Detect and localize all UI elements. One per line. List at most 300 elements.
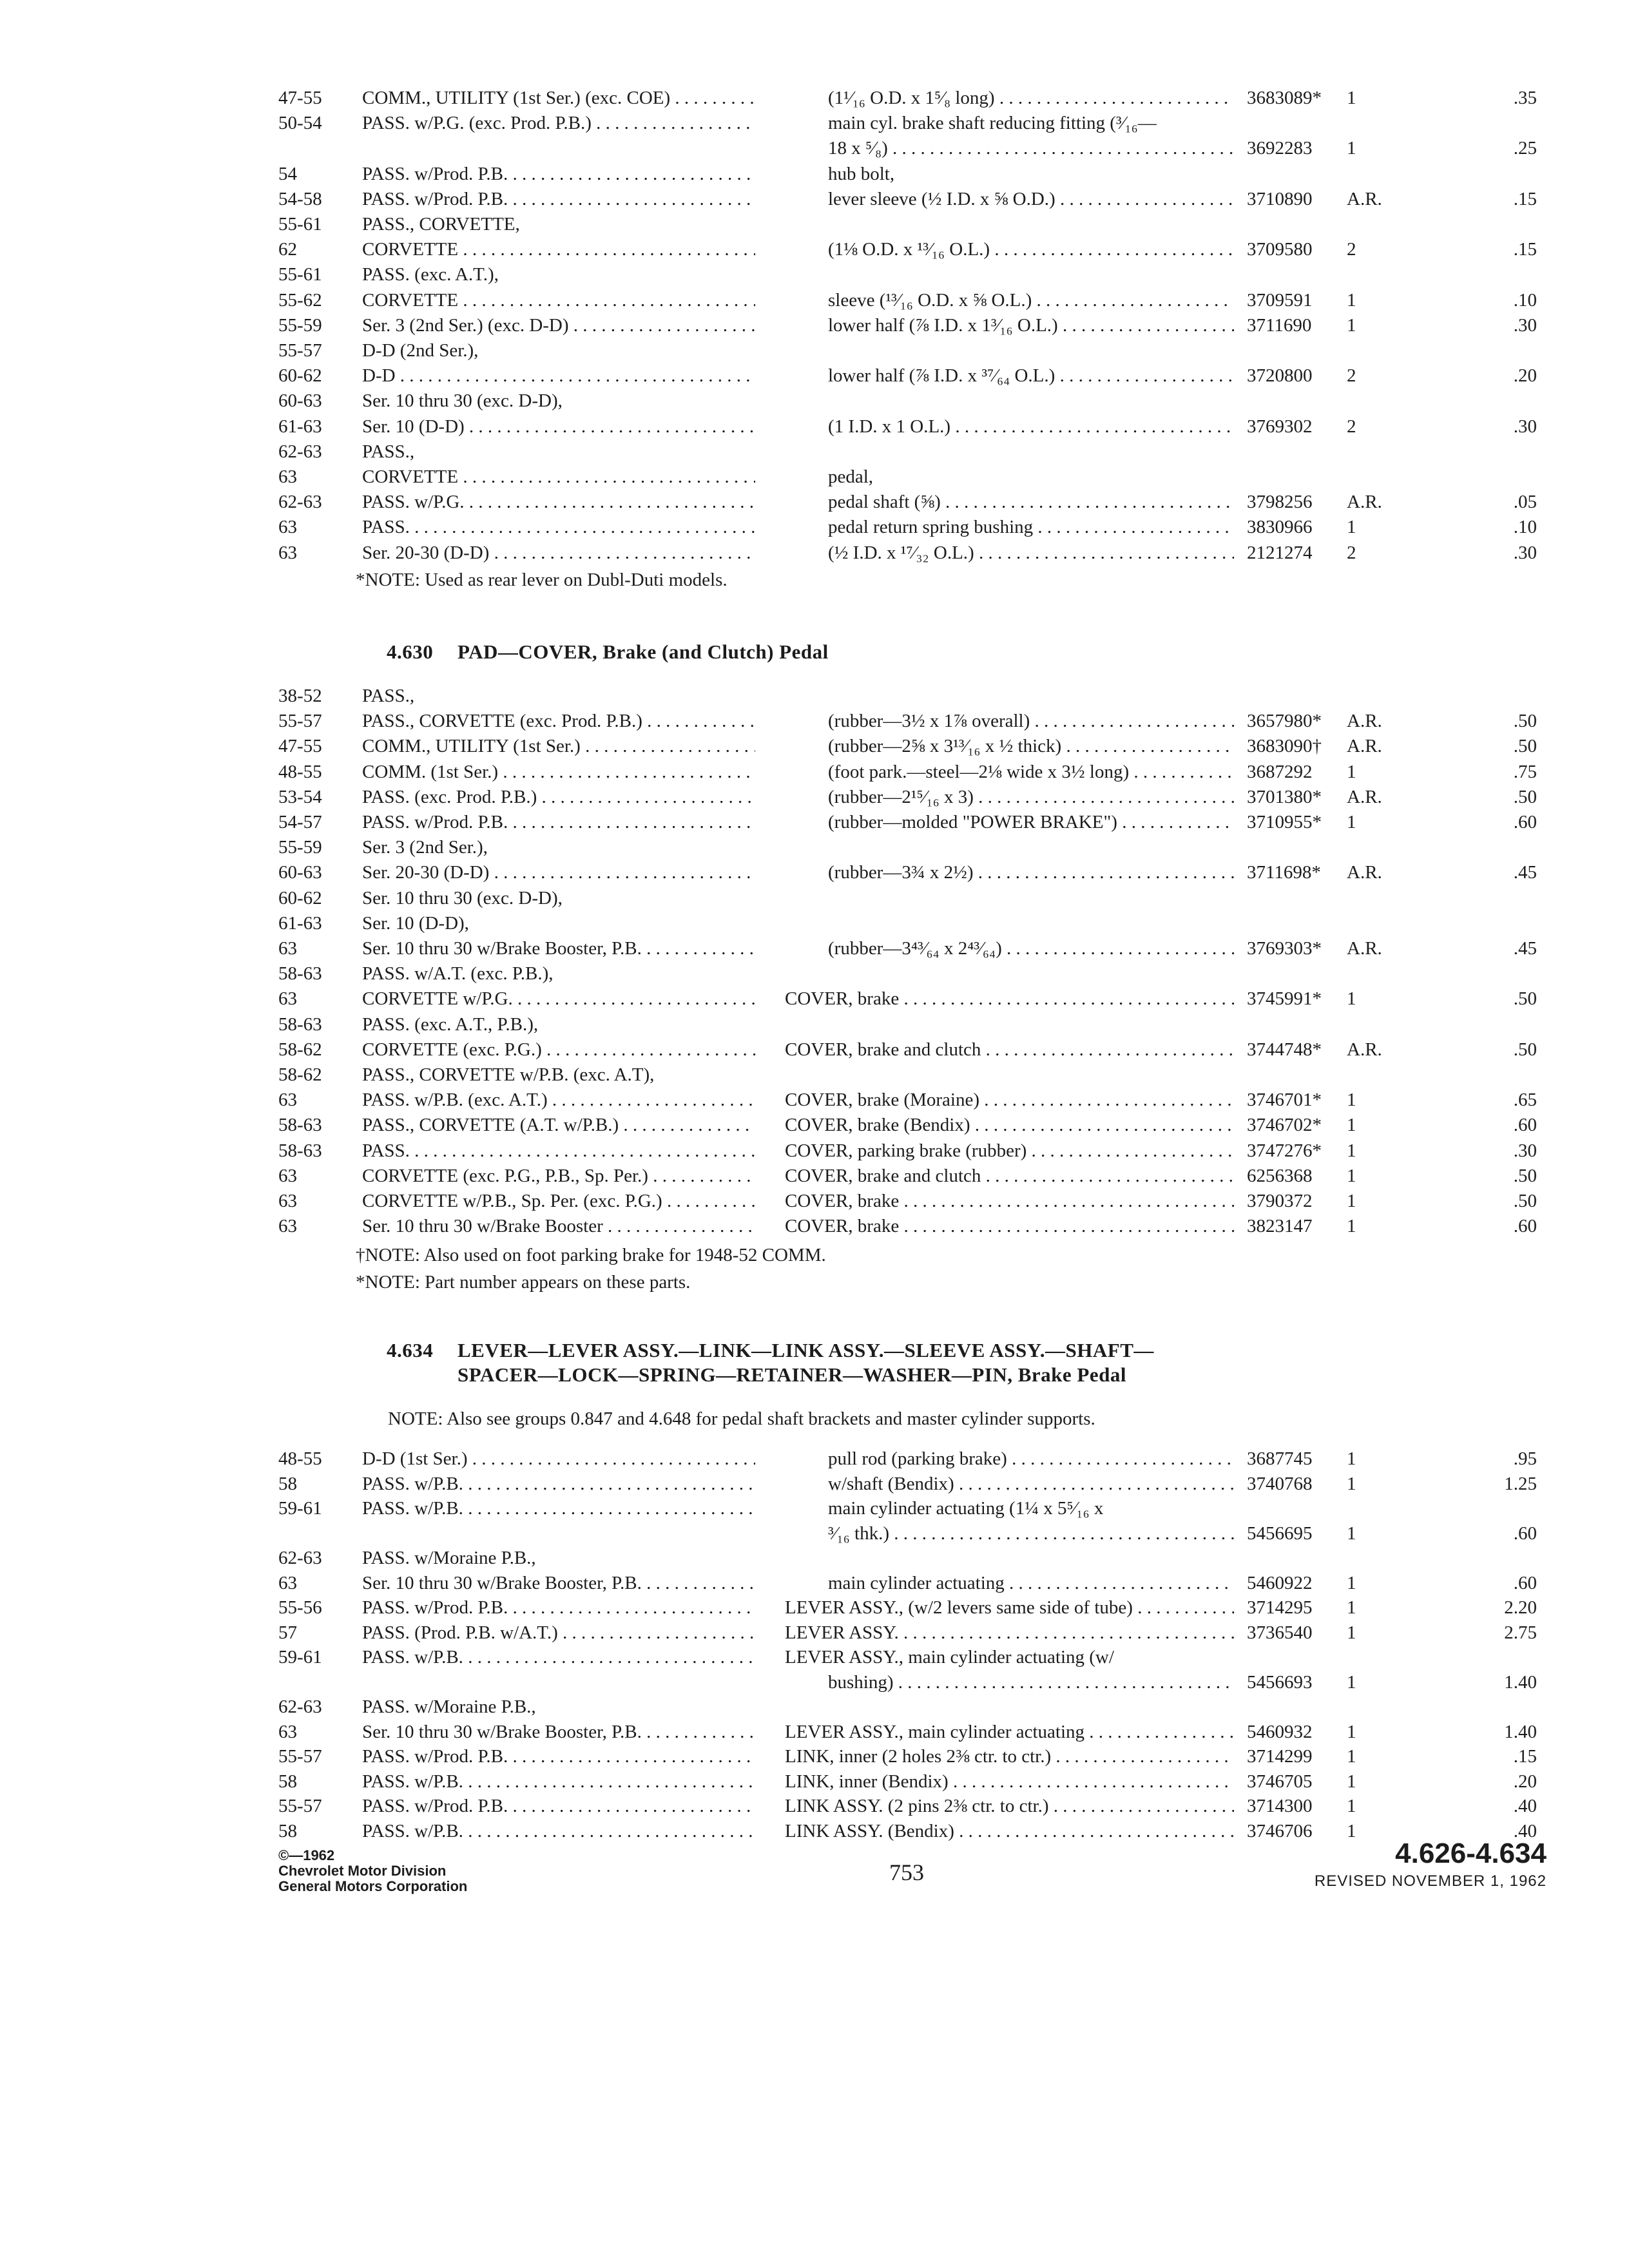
note-part-number: *NOTE: Part number appears on these parts.: [356, 1272, 691, 1293]
quantity: 1: [1347, 1473, 1356, 1494]
model-application: Ser. 10 thru 30 w/Brake Booster, P.B. . . .: [362, 936, 755, 961]
model-application: Ser. 10 (D-D) . . .: [362, 414, 755, 439]
model-years: 62: [278, 239, 297, 260]
model-application: PASS.,: [362, 686, 415, 706]
parts-row: [0, 1644, 1629, 1670]
parts-row: [0, 885, 1629, 911]
parts-row: [0, 1112, 1629, 1138]
quantity: 1: [1347, 1523, 1356, 1544]
part-description: COVER, brake . . .: [785, 986, 1234, 1012]
model-years: 62-63: [278, 492, 322, 513]
parts-row: [0, 1545, 1629, 1571]
part-number: 3740768: [1247, 1473, 1313, 1494]
model-years: 63: [278, 988, 297, 1010]
price: .60: [1513, 1572, 1537, 1593]
part-description: main cylinder actuating (1¼ x 5⁵⁄₁₆ x: [828, 1498, 1104, 1519]
footer-publisher: [278, 1848, 467, 1894]
parts-row: [0, 1163, 1629, 1189]
model-years: 50-54: [278, 113, 322, 134]
section-number: 4.634: [387, 1339, 434, 1361]
price: 2.75: [1504, 1622, 1537, 1643]
part-description: (rubber—3½ x 1⅞ overall) . . .: [828, 708, 1234, 734]
quantity: 1: [1347, 1597, 1356, 1618]
parts-row: [0, 834, 1629, 860]
parts-row: [0, 1471, 1629, 1497]
quantity: A.R.: [1347, 1039, 1382, 1060]
price: .15: [1513, 239, 1537, 260]
quantity: 1: [1347, 1572, 1356, 1593]
model-application: Ser. 10 thru 30 w/Brake Booster, P.B. . . .: [362, 1570, 755, 1596]
part-number: 3720800: [1247, 365, 1313, 387]
quantity: A.R.: [1347, 938, 1382, 959]
parts-row: [0, 514, 1629, 540]
parts-row: [0, 1138, 1629, 1164]
quantity: 1: [1347, 1721, 1356, 1742]
part-number: 3745991*: [1247, 988, 1322, 1010]
quantity: 2: [1347, 365, 1356, 387]
part-description: LINK, inner (Bendix) . . .: [785, 1769, 1234, 1794]
section-title-line1: LEVER—LEVER ASSY.—LINK—LINK ASSY.—SLEEVE ASSY.—SHAFT—: [458, 1339, 1154, 1361]
quantity: 1: [1347, 761, 1356, 782]
model-years: 58-62: [278, 1039, 322, 1060]
parts-row: [0, 860, 1629, 885]
model-years: 47-55: [278, 736, 322, 757]
parts-row: [0, 809, 1629, 835]
parts-row: [0, 1620, 1629, 1646]
parts-row: [0, 312, 1629, 338]
parts-row: [0, 110, 1629, 136]
model-application: COMM. (1st Ser.) . . .: [362, 759, 755, 785]
model-application: Ser. 20-30 (D-D) . . .: [362, 540, 755, 566]
part-number: 3746706: [1247, 1820, 1313, 1841]
parts-row: [0, 262, 1629, 287]
quantity: A.R.: [1347, 736, 1382, 757]
part-number: 3769303*: [1247, 938, 1322, 959]
quantity: 1: [1347, 1771, 1356, 1792]
model-application: CORVETTE w/P.B., Sp. Per. (exc. P.G.) . . .: [362, 1188, 755, 1214]
model-application: CORVETTE (exc. P.G., P.B., Sp. Per.) . . .: [362, 1163, 755, 1189]
part-number: 6256368: [1247, 1165, 1313, 1186]
model-years: 48-55: [278, 761, 322, 782]
part-description: lower half (⅞ I.D. x 1³⁄₁₆ O.L.) . . .: [828, 312, 1234, 338]
model-years: 63: [278, 1090, 297, 1111]
model-years: 62-63: [278, 441, 322, 462]
quantity: 2: [1347, 239, 1356, 260]
quantity: A.R.: [1347, 492, 1382, 513]
model-years: 55-61: [278, 264, 322, 285]
price: .10: [1513, 289, 1537, 311]
parts-row: [0, 464, 1629, 490]
page-number: 753: [889, 1860, 924, 1885]
part-description: pedal return spring bushing . . .: [828, 514, 1234, 540]
quantity: 1: [1347, 138, 1356, 159]
parts-row: [0, 1744, 1629, 1769]
quantity: A.R.: [1347, 188, 1382, 209]
price: .40: [1513, 1820, 1537, 1841]
model-years: 63: [278, 517, 297, 538]
part-number: 3687745: [1247, 1448, 1313, 1469]
price: .05: [1513, 492, 1537, 513]
model-application: PASS. w/Prod. P.B. . . .: [362, 1793, 755, 1819]
price: .50: [1513, 988, 1537, 1010]
part-description: (rubber—3⁴³⁄₆₄ x 2⁴³⁄₆₄) . . .: [828, 936, 1234, 961]
model-years: 55-57: [278, 1746, 322, 1767]
part-description: LINK, inner (2 holes 2⅜ ctr. to ctr.) . . .: [785, 1744, 1234, 1769]
part-number: 3687292: [1247, 761, 1313, 782]
parts-row: [0, 910, 1629, 936]
quantity: 1: [1347, 1796, 1356, 1816]
parts-row: [0, 1213, 1629, 1239]
parts-row: [0, 1694, 1629, 1720]
model-application: CORVETTE . . .: [362, 464, 755, 490]
parts-row: [0, 1570, 1629, 1596]
model-years: 55-57: [278, 340, 322, 361]
parts-row: [0, 236, 1629, 262]
part-description: COVER, brake and clutch . . .: [785, 1037, 1234, 1062]
quantity: 1: [1347, 1216, 1356, 1237]
price: 1.40: [1504, 1671, 1537, 1693]
price: .45: [1513, 862, 1537, 883]
price: .30: [1513, 542, 1537, 563]
part-number: 3692283: [1247, 138, 1313, 159]
quantity: 2: [1347, 416, 1356, 437]
model-application: COMM., UTILITY (1st Ser.) . . .: [362, 733, 755, 759]
part-description: LEVER ASSY., main cylinder actuating . . .: [785, 1719, 1234, 1745]
model-application: PASS., CORVETTE w/P.B. (exc. A.T),: [362, 1064, 655, 1085]
model-years: 61-63: [278, 912, 322, 934]
model-years: 58: [278, 1473, 297, 1494]
part-description: (foot park.—steel—2⅛ wide x 3½ long) . . .: [828, 759, 1234, 785]
price: .45: [1513, 938, 1537, 959]
parts-row: [0, 540, 1629, 566]
model-application: PASS., CORVETTE,: [362, 214, 520, 235]
division: Chevrolet Motor Division: [278, 1863, 447, 1879]
price: .60: [1513, 1523, 1537, 1544]
model-application: CORVETTE . . .: [362, 236, 755, 262]
parts-row: [0, 1037, 1629, 1062]
parts-row: [0, 683, 1629, 709]
price: .75: [1513, 761, 1537, 782]
part-number: 3711690: [1247, 314, 1312, 336]
part-number: 5460922: [1247, 1572, 1313, 1593]
price: .30: [1513, 416, 1537, 437]
part-number: 2121274: [1247, 542, 1313, 563]
part-description: LEVER ASSY., (w/2 levers same side of tube) . . .: [785, 1595, 1234, 1620]
model-years: 60-63: [278, 862, 322, 883]
model-application: Ser. 10 thru 30 (exc. D-D),: [362, 887, 563, 908]
parts-row: [0, 1446, 1629, 1472]
part-number: 3746705: [1247, 1771, 1313, 1792]
parts-row: [0, 1769, 1629, 1794]
part-description: LINK ASSY. (2 pins 2⅜ ctr. to ctr.) . . .: [785, 1793, 1234, 1819]
model-application: Ser. 10 thru 30 w/Brake Booster . . .: [362, 1213, 755, 1239]
parts-row: [0, 1669, 1629, 1695]
price: .60: [1513, 812, 1537, 832]
quantity: 1: [1347, 314, 1356, 336]
part-number: 3769302: [1247, 416, 1313, 437]
model-application: PASS. . . .: [362, 1138, 755, 1164]
parts-row: [0, 85, 1629, 111]
part-number: 3701380*: [1247, 786, 1322, 807]
quantity: 1: [1347, 1622, 1356, 1643]
model-application: Ser. 3 (2nd Ser.),: [362, 837, 488, 858]
model-years: 55-56: [278, 1597, 322, 1618]
price: .40: [1513, 1796, 1537, 1816]
model-application: PASS. w/P.B. . . .: [362, 1495, 755, 1521]
quantity: 1: [1347, 1820, 1356, 1841]
model-years: 63: [278, 1721, 297, 1742]
price: .30: [1513, 1140, 1537, 1161]
part-number: 3683089*: [1247, 88, 1322, 108]
quantity: 1: [1347, 1746, 1356, 1767]
parts-row: [0, 1818, 1629, 1844]
parts-row: [0, 1793, 1629, 1819]
part-description: (rubber—3¾ x 2½) . . .: [828, 860, 1234, 885]
parts-row: [0, 135, 1629, 161]
price: .60: [1513, 1115, 1537, 1136]
part-number: 3790372: [1247, 1191, 1313, 1211]
model-years: 55-62: [278, 289, 322, 311]
part-number: 3657980*: [1247, 711, 1322, 732]
parts-row: [0, 708, 1629, 734]
part-description: main cylinder actuating . . .: [828, 1570, 1234, 1596]
parts-row: [0, 287, 1629, 313]
section-title: PAD—COVER, Brake (and Clutch) Pedal: [458, 640, 829, 663]
parts-row: [0, 961, 1629, 986]
price: .15: [1513, 188, 1537, 209]
price: 1.25: [1504, 1473, 1537, 1494]
part-description: ³⁄₁₆ thk.) . . .: [828, 1521, 1234, 1546]
model-application: PASS. w/Prod. P.B. . . .: [362, 1595, 755, 1620]
model-years: 60-62: [278, 365, 322, 387]
parts-row: [0, 1062, 1629, 1088]
model-application: Ser. 10 thru 30 w/Brake Booster, P.B. . . .: [362, 1719, 755, 1745]
model-application: PASS., CORVETTE (exc. Prod. P.B.) . . .: [362, 708, 755, 734]
part-description: COVER, brake . . .: [785, 1188, 1234, 1214]
part-description: (½ I.D. x ¹⁷⁄₃₂ O.L.) . . .: [828, 540, 1234, 566]
quantity: 1: [1347, 289, 1356, 311]
part-number: 3683090†: [1247, 736, 1322, 757]
parts-row: [0, 1087, 1629, 1113]
quantity: 1: [1347, 88, 1356, 108]
price: .25: [1513, 138, 1537, 159]
part-description: (rubber—2⅝ x 3¹³⁄₁₆ x ½ thick) . . .: [828, 733, 1234, 759]
model-years: 63: [278, 1191, 297, 1211]
part-number: 3830966: [1247, 517, 1313, 538]
price: .30: [1513, 314, 1537, 336]
model-application: PASS. w/A.T. (exc. P.B.),: [362, 963, 554, 985]
model-years: 38-52: [278, 686, 322, 706]
parts-row: [0, 186, 1629, 212]
model-application: PASS. w/P.G. (exc. Prod. P.B.) . . .: [362, 110, 755, 136]
revised-date: REVISED NOVEMBER 1, 1962: [1314, 1872, 1547, 1890]
part-number: 3746702*: [1247, 1115, 1322, 1136]
model-application: PASS., CORVETTE (A.T. w/P.B.) . . .: [362, 1112, 755, 1138]
part-description: LEVER ASSY., main cylinder actuating (w/: [785, 1647, 1114, 1667]
part-number: 5456693: [1247, 1671, 1313, 1693]
parts-row: [0, 784, 1629, 810]
part-description: hub bolt,: [828, 163, 895, 184]
model-years: 57: [278, 1622, 297, 1643]
model-years: 58: [278, 1820, 297, 1841]
price: .50: [1513, 786, 1537, 807]
model-application: Ser. 3 (2nd Ser.) (exc. D-D) . . .: [362, 312, 755, 338]
model-years: 61-63: [278, 416, 322, 437]
model-application: PASS. (exc. A.T.),: [362, 264, 499, 285]
model-application: PASS. w/P.B. . . .: [362, 1471, 755, 1497]
model-years: 59-61: [278, 1647, 322, 1667]
model-years: 63: [278, 542, 297, 563]
model-application: PASS. w/Moraine P.B.,: [362, 1548, 536, 1568]
section-note: NOTE: Also see groups 0.847 and 4.648 for pedal shaft brackets and master cylinder supports.: [388, 1408, 1095, 1429]
model-application: Ser. 10 thru 30 (exc. D-D),: [362, 390, 563, 412]
price: .50: [1513, 711, 1537, 732]
model-years: 63: [278, 1165, 297, 1186]
parts-row: [0, 733, 1629, 759]
parts-row: [0, 1719, 1629, 1745]
model-years: 55-57: [278, 711, 322, 732]
copyright: ©—1962: [278, 1847, 335, 1863]
model-application: PASS. w/Prod. P.B. . . .: [362, 1744, 755, 1769]
model-application: PASS. w/P.B. (exc. A.T.) . . .: [362, 1087, 755, 1113]
part-number: 3709591: [1247, 289, 1313, 311]
parts-row: [0, 211, 1629, 237]
part-description: pedal,: [828, 466, 874, 487]
part-number: 3711698*: [1247, 862, 1321, 883]
part-number: 3744748*: [1247, 1039, 1322, 1060]
part-number: 5456695: [1247, 1523, 1313, 1544]
model-years: 58-62: [278, 1064, 322, 1085]
quantity: A.R.: [1347, 711, 1382, 732]
quantity: 1: [1347, 1115, 1356, 1136]
parts-row: [0, 1595, 1629, 1620]
part-description: (rubber—2¹⁵⁄₁₆ x 3) . . .: [828, 784, 1234, 810]
part-number: 3710955*: [1247, 812, 1322, 832]
model-years: 62-63: [278, 1548, 322, 1568]
model-application: PASS. w/P.G. . . .: [362, 489, 755, 515]
price: .50: [1513, 736, 1537, 757]
model-application: PASS. w/Prod. P.B. . . .: [362, 809, 755, 835]
parts-row: [0, 936, 1629, 961]
model-years: 63: [278, 466, 297, 487]
part-description: pull rod (parking brake) . . .: [828, 1446, 1234, 1472]
model-years: 58-63: [278, 1115, 322, 1136]
model-application: PASS. w/Prod. P.B. . . .: [362, 161, 755, 187]
part-description: COVER, parking brake (rubber) . . .: [785, 1138, 1234, 1164]
parts-row: [0, 759, 1629, 785]
part-number: 3736540: [1247, 1622, 1313, 1643]
part-description: COVER, brake . . .: [785, 1213, 1234, 1239]
price: 1.40: [1504, 1721, 1537, 1742]
parts-row: [0, 986, 1629, 1012]
model-application: PASS. (Prod. P.B. w/A.T.) . . .: [362, 1620, 755, 1646]
model-years: 54-57: [278, 812, 322, 832]
price: .20: [1513, 1771, 1537, 1792]
part-description: (1¹⁄₁₆ O.D. x 1⁵⁄₈ long) . . .: [828, 85, 1234, 111]
quantity: 1: [1347, 1090, 1356, 1111]
corporation: General Motors Corporation: [278, 1878, 468, 1894]
part-description: lever sleeve (½ I.D. x ⅝ O.D.) . . .: [828, 186, 1234, 212]
parts-row: [0, 338, 1629, 363]
model-application: D-D . . .: [362, 363, 755, 389]
model-years: 53-54: [278, 786, 322, 807]
quantity: A.R.: [1347, 786, 1382, 807]
part-number: 3709580: [1247, 239, 1313, 260]
price: .35: [1513, 88, 1537, 108]
section-number: 4.630: [387, 640, 434, 663]
note-foot-parking: †NOTE: Also used on foot parking brake for 1948-52 COMM.: [356, 1245, 826, 1265]
part-number: 3747276*: [1247, 1140, 1322, 1161]
part-description: COVER, brake and clutch . . .: [785, 1163, 1234, 1189]
price: .50: [1513, 1165, 1537, 1186]
part-description: (1⅛ O.D. x ¹³⁄₁₆ O.L.) . . .: [828, 236, 1234, 262]
model-application: PASS. w/P.B. . . .: [362, 1818, 755, 1844]
model-years: 58-63: [278, 963, 322, 985]
quantity: 1: [1347, 1448, 1356, 1469]
model-application: CORVETTE w/P.G. . . .: [362, 986, 755, 1012]
model-years: 55-57: [278, 1796, 322, 1816]
model-application: PASS. w/P.B. . . .: [362, 1644, 755, 1670]
model-years: 58-63: [278, 1140, 322, 1161]
parts-row: [0, 1012, 1629, 1037]
part-description: main cyl. brake shaft reducing fitting (³⁄₁₆—: [828, 113, 1157, 134]
parts-row: [0, 414, 1629, 439]
part-description: LEVER ASSY. . . .: [785, 1620, 1234, 1646]
model-application: COMM., UTILITY (1st Ser.) (exc. COE) . . .: [362, 85, 755, 111]
price: .95: [1513, 1448, 1537, 1469]
quantity: 1: [1347, 517, 1356, 538]
quantity: 1: [1347, 988, 1356, 1010]
part-description: (1 I.D. x 1 O.L.) . . .: [828, 414, 1234, 439]
model-years: 55-59: [278, 837, 322, 858]
model-years: 63: [278, 938, 297, 959]
part-number: 3710890: [1247, 188, 1313, 209]
part-description: LINK ASSY. (Bendix) . . .: [785, 1818, 1234, 1844]
model-years: 63: [278, 1572, 297, 1593]
model-application: PASS.,: [362, 441, 415, 462]
model-application: PASS. (exc. A.T., P.B.),: [362, 1014, 539, 1035]
parts-row: [0, 1495, 1629, 1521]
model-years: 59-61: [278, 1498, 322, 1519]
part-number: 3714295: [1247, 1597, 1313, 1618]
model-application: D-D (2nd Ser.),: [362, 340, 479, 361]
model-years: 58-63: [278, 1014, 322, 1035]
part-description: pedal shaft (⅝) . . .: [828, 489, 1234, 515]
group-range: 4.626-4.634: [1395, 1838, 1547, 1869]
note-dubl-duti: *NOTE: Used as rear lever on Dubl-Duti models.: [356, 570, 728, 590]
quantity: 1: [1347, 1140, 1356, 1161]
model-years: 55-59: [278, 314, 322, 336]
parts-row: [0, 489, 1629, 515]
part-description: bushing) . . .: [828, 1669, 1234, 1695]
price: .50: [1513, 1039, 1537, 1060]
model-years: 54: [278, 163, 297, 184]
price: .10: [1513, 517, 1537, 538]
part-number: 3798256: [1247, 492, 1313, 513]
price: .20: [1513, 365, 1537, 387]
price: 2.20: [1504, 1597, 1537, 1618]
price: .65: [1513, 1090, 1537, 1111]
model-application: Ser. 20-30 (D-D) . . .: [362, 860, 755, 885]
model-years: 54-58: [278, 188, 322, 209]
part-number: 5460932: [1247, 1721, 1313, 1742]
model-years: 60-63: [278, 390, 322, 412]
parts-row: [0, 1188, 1629, 1214]
model-years: 63: [278, 1216, 297, 1237]
parts-row: [0, 439, 1629, 465]
part-description: lower half (⅞ I.D. x ³⁷⁄₆₄ O.L.) . . .: [828, 363, 1234, 389]
parts-row: [0, 1521, 1629, 1546]
